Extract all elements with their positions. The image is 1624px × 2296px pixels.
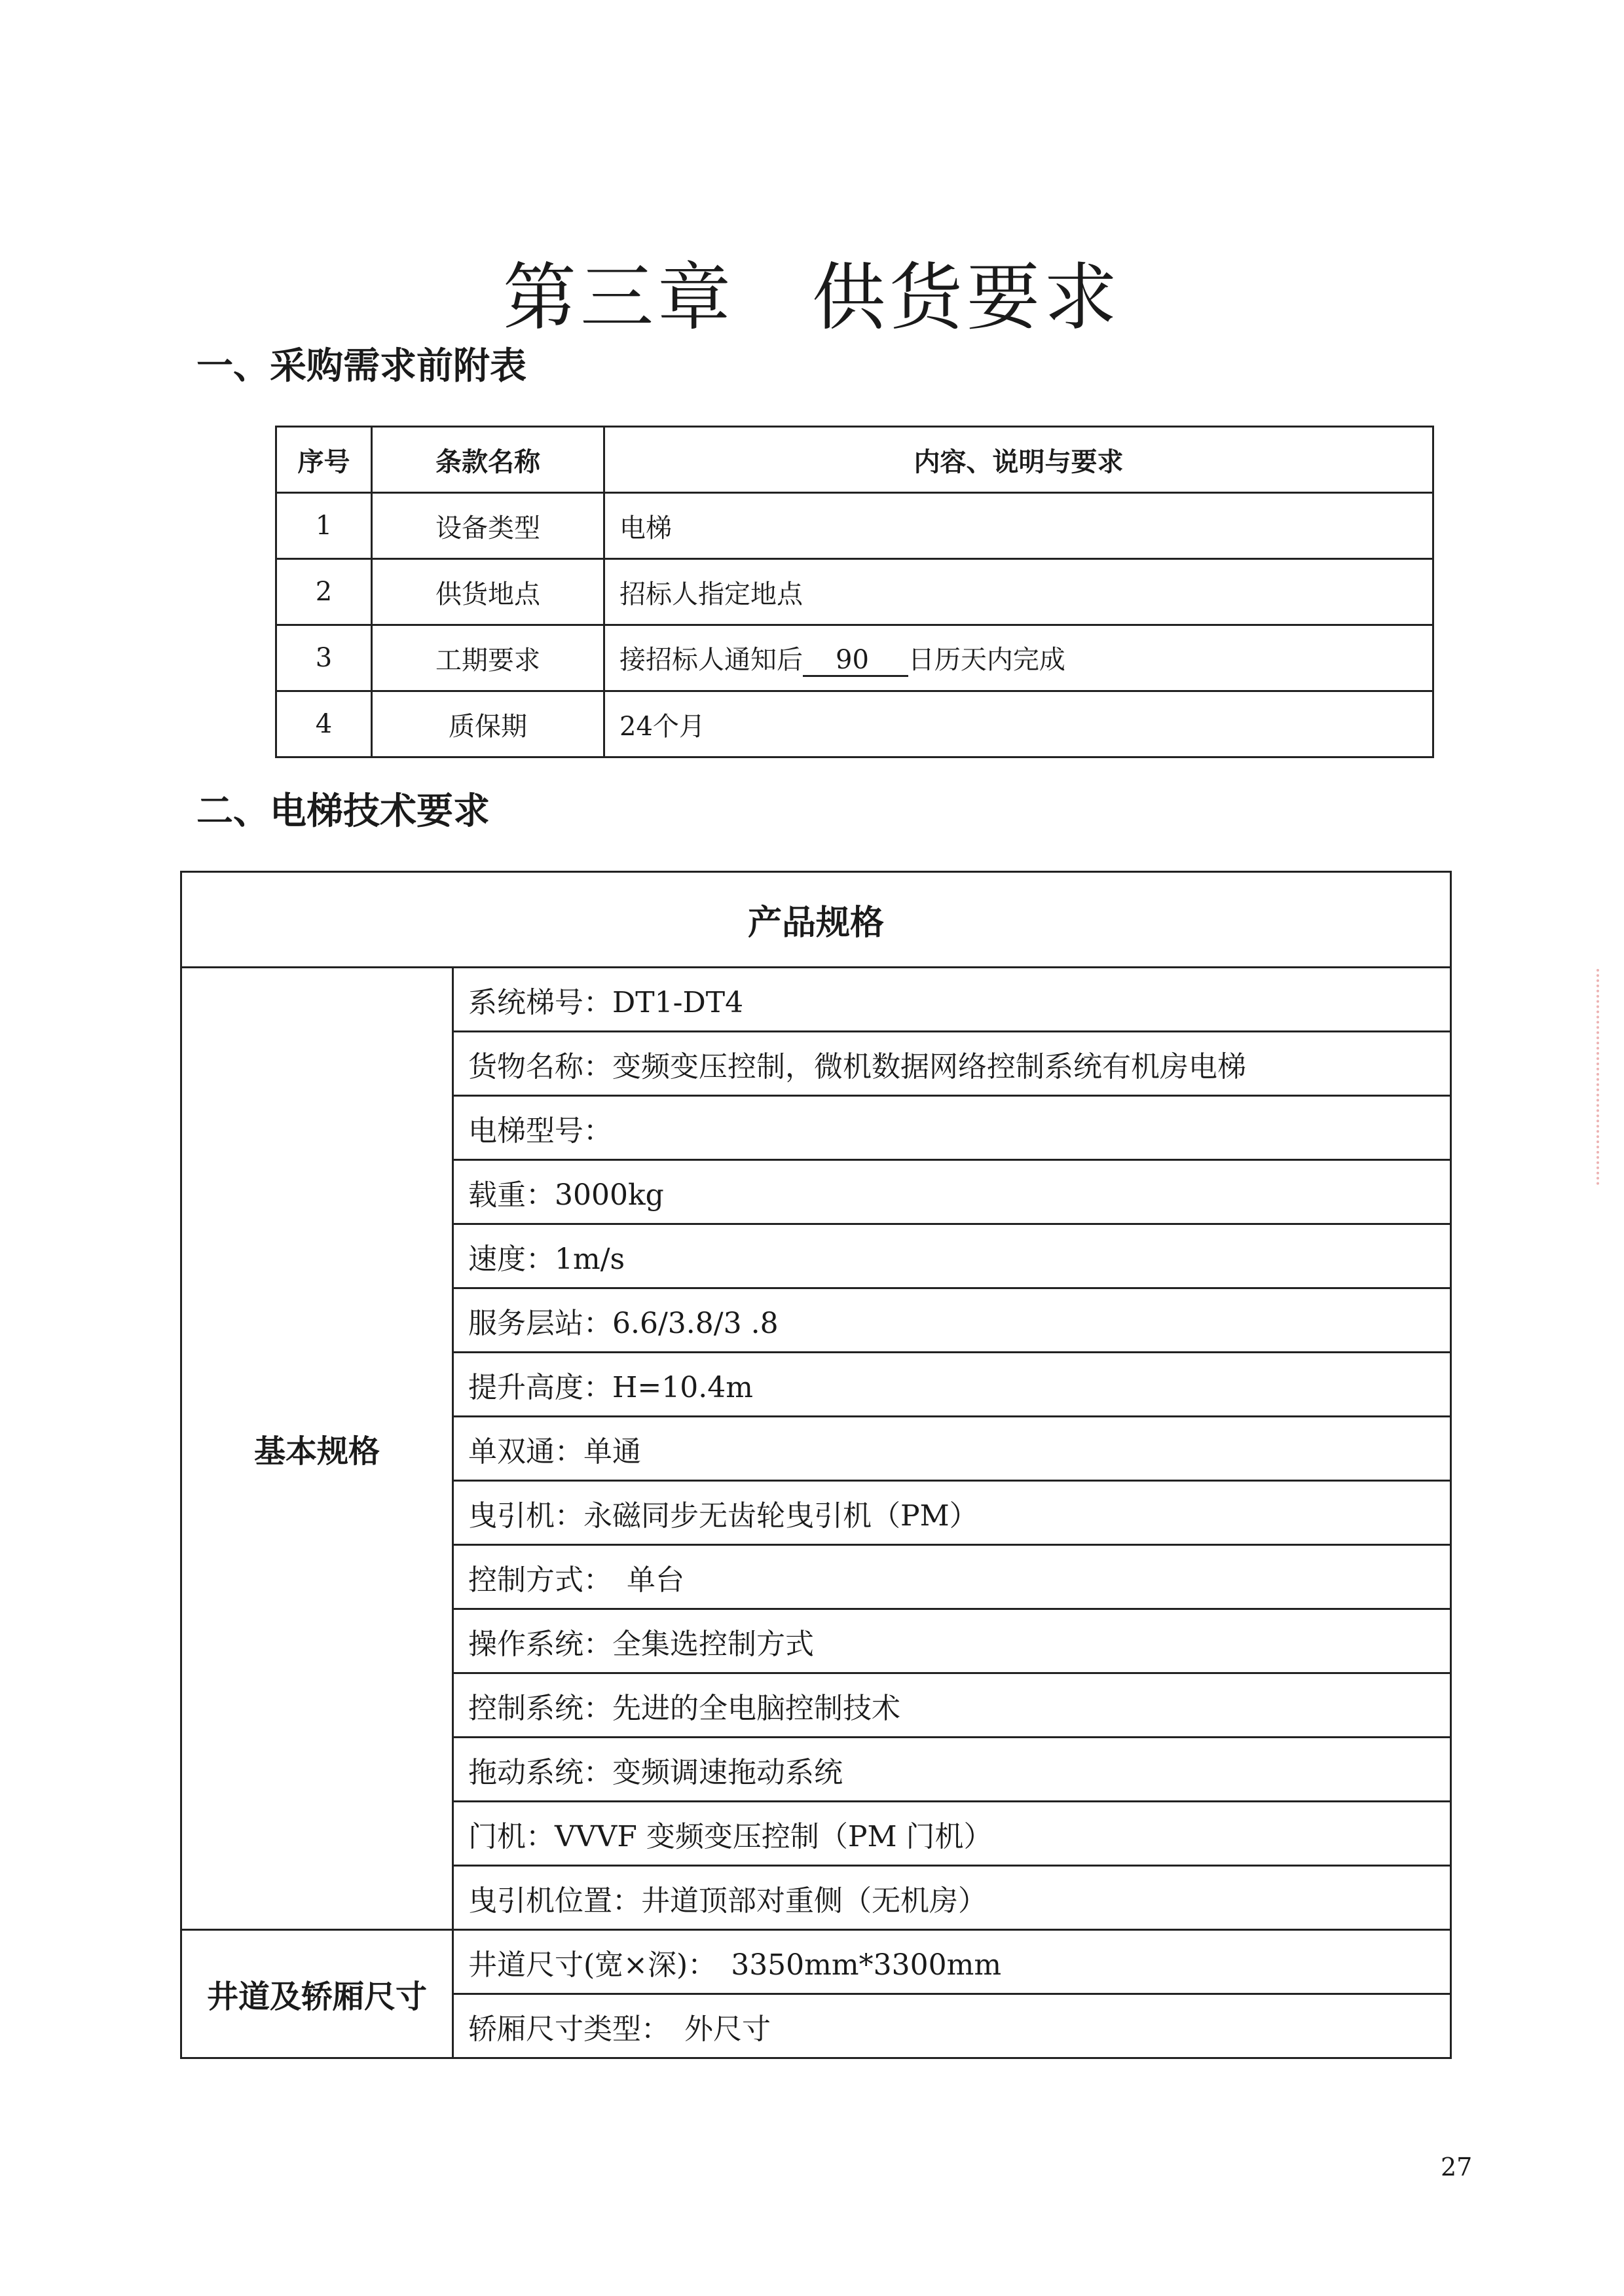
spec-table-body bbox=[181, 968, 1451, 2058]
row-number: 1 bbox=[276, 493, 372, 559]
spec-table-title: 产品规格 bbox=[181, 872, 1451, 968]
content-suffix: 日历天内完成 bbox=[908, 645, 1065, 675]
row-number: 4 bbox=[276, 691, 372, 757]
spec-item: 操作系统：全集选控制方式 bbox=[453, 1609, 1451, 1673]
table-row bbox=[276, 493, 1433, 559]
clause-name: 工期要求 bbox=[372, 625, 604, 691]
section-heading-procurement: 一、采购需求前附表 bbox=[196, 345, 526, 388]
spec-row bbox=[181, 1930, 1451, 1994]
spec-item: 曳引机：永磁同步无齿轮曳引机（PM） bbox=[453, 1481, 1451, 1545]
spec-group-label: 基本规格 bbox=[181, 968, 453, 1930]
spec-item: 速度：1m/s bbox=[453, 1224, 1451, 1288]
clause-name: 供货地点 bbox=[372, 559, 604, 625]
spec-item: 单双通：单通 bbox=[453, 1417, 1451, 1481]
table-row bbox=[276, 625, 1433, 691]
spec-item: 井道尺寸(宽×深)： 3350mm*3300mm bbox=[453, 1930, 1451, 1994]
content-prefix: 接招标人通知后 bbox=[619, 645, 803, 675]
clause-content: 招标人指定地点 bbox=[604, 559, 1433, 625]
duration-value: 90 bbox=[803, 645, 908, 677]
spec-item: 控制方式： 单台 bbox=[453, 1545, 1451, 1609]
clause-content bbox=[604, 625, 1433, 691]
clause-name: 设备类型 bbox=[372, 493, 604, 559]
header-cell: 内容、说明与要求 bbox=[604, 427, 1433, 493]
spec-item: 载重：3000kg bbox=[453, 1160, 1451, 1224]
requirements-table bbox=[275, 426, 1434, 758]
spec-item: 货物名称：变频变压控制，微机数据网络控制系统有机房电梯 bbox=[453, 1032, 1451, 1096]
chapter-title: 第三章 供货要求 bbox=[503, 255, 1121, 340]
page-number: 27 bbox=[1441, 2153, 1473, 2181]
header-cell: 条款名称 bbox=[372, 427, 604, 493]
table-row bbox=[276, 691, 1433, 757]
clause-content: 电梯 bbox=[604, 493, 1433, 559]
spec-item: 服务层站：6.6/3.8/3 .8 bbox=[453, 1288, 1451, 1353]
spec-item: 系统梯号：DT1-DT4 bbox=[453, 968, 1451, 1032]
header-cell: 序号 bbox=[276, 427, 372, 493]
clause-content: 24个月 bbox=[604, 691, 1433, 757]
spec-item: 拖动系统：变频调速拖动系统 bbox=[453, 1738, 1451, 1802]
row-number: 3 bbox=[276, 625, 372, 691]
spec-title-row bbox=[181, 872, 1451, 968]
spec-table bbox=[180, 871, 1452, 2059]
row-number: 2 bbox=[276, 559, 372, 625]
spec-item: 电梯型号： bbox=[453, 1096, 1451, 1160]
table-header-row bbox=[276, 427, 1433, 493]
spec-item: 提升高度：H=10.4m bbox=[453, 1353, 1451, 1417]
seal-stamp-edge bbox=[1596, 969, 1624, 1185]
table-row bbox=[276, 559, 1433, 625]
spec-item: 控制系统：先进的全电脑控制技术 bbox=[453, 1673, 1451, 1738]
spec-group-label: 井道及轿厢尺寸 bbox=[181, 1930, 453, 2058]
spec-item: 轿厢尺寸类型： 外尺寸 bbox=[453, 1994, 1451, 2058]
spec-item: 曳引机位置：井道顶部对重侧（无机房） bbox=[453, 1866, 1451, 1930]
clause-name: 质保期 bbox=[372, 691, 604, 757]
spec-item: 门机：VVVF 变频变压控制（PM 门机） bbox=[453, 1802, 1451, 1866]
spec-row bbox=[181, 968, 1451, 1032]
section-heading-elevator-tech: 二、电梯技术要求 bbox=[196, 790, 490, 833]
